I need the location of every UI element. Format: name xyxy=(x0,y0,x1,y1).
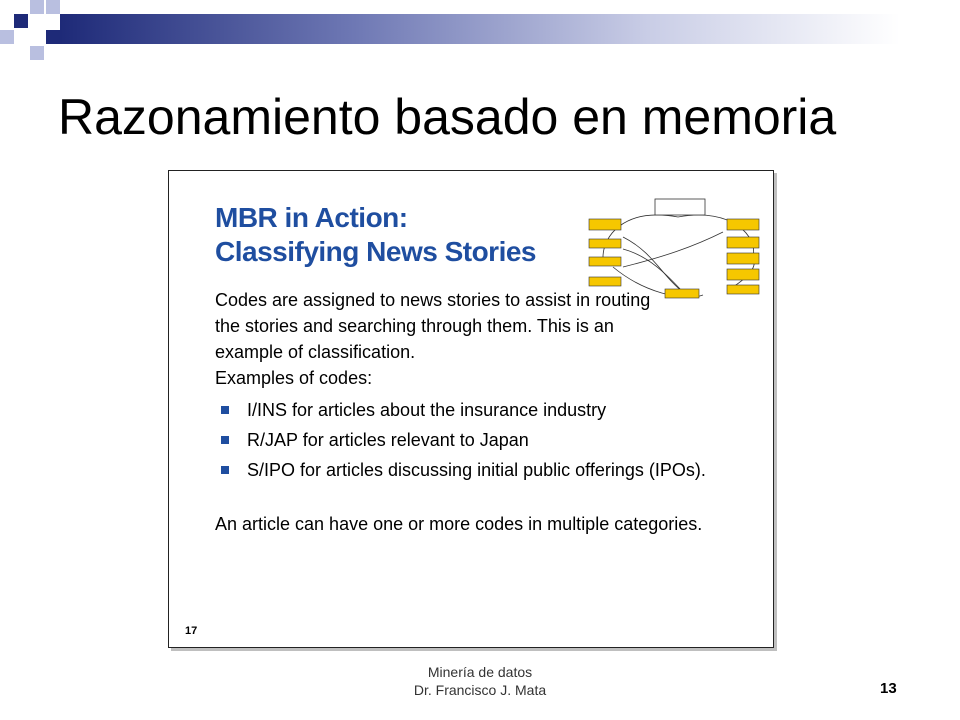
closing-text: An article can have one or more codes in multiple categories. xyxy=(215,514,703,534)
embedded-intro-text: Codes are assigned to news stories to assist in routing the stories and searching through them. This is an example of classification. xyxy=(215,290,651,362)
square-bullet-icon xyxy=(221,406,229,414)
embedded-title-line1: MBR in Action: xyxy=(215,202,408,233)
embedded-title-line2: Classifying News Stories xyxy=(215,236,537,267)
diagram-box xyxy=(727,253,759,264)
list-item-text: R/JAP for articles relevant to Japan xyxy=(247,430,529,450)
diagram-box xyxy=(589,257,621,266)
corner-square-navy xyxy=(14,14,28,28)
diagram-box xyxy=(727,237,759,248)
diagram-box xyxy=(727,269,759,280)
list-item xyxy=(215,427,715,453)
list-item xyxy=(215,457,715,483)
list-item-text: S/IPO for articles discussing initial public offerings (IPOs). xyxy=(247,460,706,480)
diagram-box xyxy=(589,239,621,248)
diagram-box xyxy=(727,219,759,230)
diagram-box xyxy=(727,285,759,294)
square-bullet-icon xyxy=(221,466,229,474)
slide-footer xyxy=(380,663,580,699)
footer-author: Dr. Francisco J. Mata xyxy=(413,682,547,698)
slide-title: Razonamiento basado en memoria xyxy=(58,89,837,145)
diagram-box xyxy=(589,219,621,230)
embedded-slide-image xyxy=(168,170,774,648)
examples-heading: Examples of codes: xyxy=(215,368,373,388)
list-item xyxy=(215,397,715,423)
diagram-box xyxy=(589,277,621,286)
footer-course: Minería de datos xyxy=(427,664,533,680)
corner-square-lavender xyxy=(0,30,14,44)
square-bullet-icon xyxy=(221,436,229,444)
slide-number: 13 xyxy=(880,680,897,697)
corner-square-navy xyxy=(46,30,60,44)
corner-square-lavender xyxy=(30,46,44,60)
codes-list xyxy=(215,397,715,487)
embedded-page-number: 17 xyxy=(185,625,198,637)
embedded-slide-title xyxy=(215,201,536,269)
title-gradient-bar xyxy=(60,14,900,44)
list-item-text: I/INS for articles about the insurance industry xyxy=(247,400,607,420)
corner-square-lavender xyxy=(46,0,60,14)
corner-square-lavender xyxy=(30,0,44,14)
diagram-box xyxy=(655,199,705,215)
